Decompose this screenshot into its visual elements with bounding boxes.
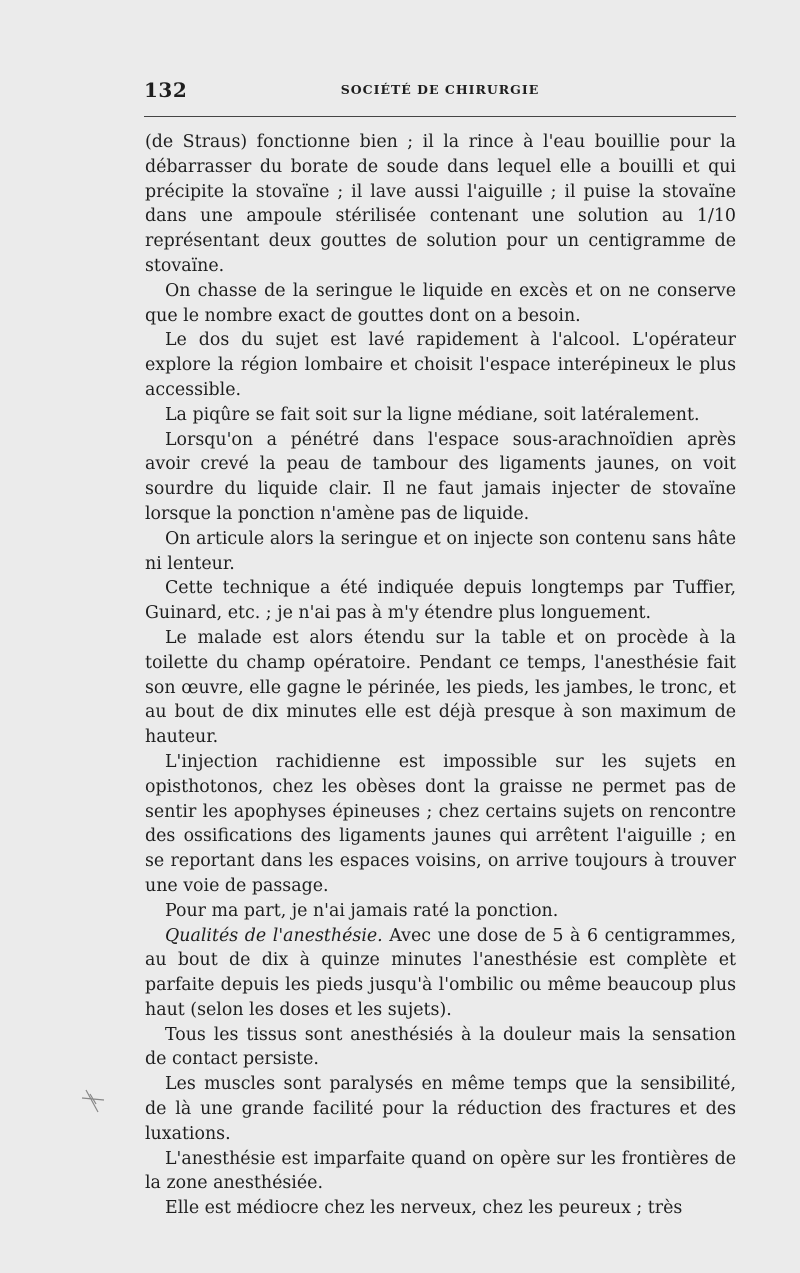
page-number: 132: [144, 78, 188, 102]
paragraph: (de Straus) fonctionne bien ; il la rince à l'eau bouillie pour la débarrasser du borate de soude dans lequel elle a bouilli et qui précipite la stovaïne ; il lave aussi l'aiguille ; il puise la stovaïne dans une ampoule stérilisée contenant une solution au 1/10 représentant deux gouttes de solution pour un centigramme de stovaïne.: [145, 132, 736, 276]
margin-pencil-mark-icon: [78, 1086, 108, 1116]
header-rule: [144, 116, 736, 117]
paragraph: Pour ma part, je n'ai jamais raté la ponction.: [165, 900, 559, 921]
body-text: [145, 130, 736, 1221]
paragraph: Le dos du sujet est lavé rapidement à l'alcool. L'opérateur explore la région lombaire et choisit l'espace interépineux le plus accessible.: [145, 330, 736, 400]
paragraph: Les muscles sont paralysés en même temps que la sensibilité, de là une grande facilité pour la réduction des fractures et des luxations.: [145, 1074, 736, 1144]
paragraph: L'anesthésie est imparfaite quand on opère sur les frontières de la zone anesthésiée.: [145, 1148, 736, 1194]
paragraph: Cette technique a été indiquée depuis longtemps par Tuffier, Guinard, etc. ; je n'ai pas à m'y étendre plus longuement.: [145, 578, 736, 624]
running-title: SOCIÉTÉ DE CHIRURGIE: [340, 82, 540, 97]
paragraph: Le malade est alors étendu sur la table et on procède à la toilette du champ opératoire. Pendant ce temps, l'anesthésie fait son œuvre, elle gagne le périnée, les pieds, les jambes, le tronc, et au bout de dix minutes elle est déjà presque à son maximum de hauteur.: [145, 627, 736, 748]
section-text: Avec une dose de 5 à 6 centigrammes, au bout de dix à quinze minutes l'anesthésie est complète et parfaite depuis les pieds jusqu'à l'ombilic ou même beaucoup plus haut (selon les doses et les sujets).: [145, 925, 736, 1020]
paragraph-qualites: [145, 924, 736, 1023]
paragraph: Elle est médiocre chez les nerveux, chez les peureux ; très: [165, 1198, 683, 1219]
section-heading: Qualités de l'anesthésie.: [165, 925, 383, 946]
paragraph: La piqûre se fait soit sur la ligne médiane, soit latéralement.: [165, 404, 700, 425]
paragraph: Tous les tissus sont anesthésiés à la douleur mais la sensation de contact persiste.: [145, 1024, 736, 1070]
paragraph: On chasse de la seringue le liquide en excès et on ne conserve que le nombre exact de gouttes dont on a besoin.: [145, 280, 736, 326]
paragraph: L'injection rachidienne est impossible sur les sujets en opisthotonos, chez les obèses dont la graisse ne permet pas de sentir les apophyses épineuses ; chez certains sujets on rencontre des ossifications des ligaments jaunes qui arrêtent l'aiguille ; en se reportant dans les espaces voisins, on arrive toujours à trouver une voie de passage.: [145, 751, 736, 896]
paragraph: On articule alors la seringue et on injecte son contenu sans hâte ni lenteur.: [145, 528, 736, 574]
page-header: [144, 78, 736, 100]
paragraph: Lorsqu'on a pénétré dans l'espace sous-arachnoïdien après avoir crevé la peau de tambour des ligaments jaunes, on voit sourdre du liquide clair. Il ne faut jamais injecter de stovaïne lorsque la ponction n'amène pas de liquide.: [145, 429, 736, 524]
